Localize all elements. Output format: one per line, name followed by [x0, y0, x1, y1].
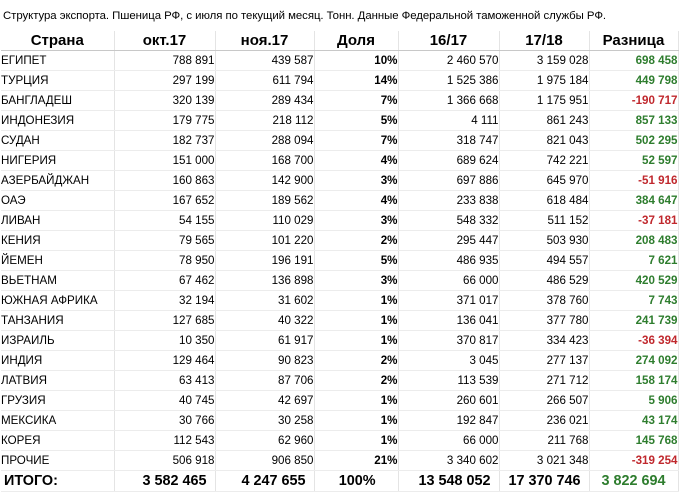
cell-1718: 271 712 — [499, 371, 589, 391]
table-row — [1, 171, 678, 191]
cell-nov17: 136 898 — [215, 271, 314, 291]
cell-1617: 260 601 — [398, 391, 499, 411]
cell-1617: 486 935 — [398, 251, 499, 271]
cell-1718: 486 529 — [499, 271, 589, 291]
cell-1617: 370 817 — [398, 331, 499, 351]
table-row — [1, 51, 678, 71]
cell-diff: 158 174 — [589, 371, 678, 391]
table-row — [1, 431, 678, 451]
cell-nov17: 87 706 — [215, 371, 314, 391]
table-row — [1, 71, 678, 91]
cell-nov17: 62 960 — [215, 431, 314, 451]
cell-oct17: 127 685 — [114, 311, 215, 331]
total-1718: 17 370 746 — [499, 471, 589, 492]
cell-diff: 384 647 — [589, 191, 678, 211]
cell-nov17: 110 029 — [215, 211, 314, 231]
cell-nov17: 189 562 — [215, 191, 314, 211]
cell-1718: 1 175 951 — [499, 91, 589, 111]
cell-1617: 66 000 — [398, 431, 499, 451]
cell-1617: 4 111 — [398, 111, 499, 131]
cell-1718: 503 930 — [499, 231, 589, 251]
cell-share: 5% — [314, 251, 398, 271]
table-row — [1, 251, 678, 271]
header-1617: 16/17 — [398, 31, 499, 51]
header-row — [1, 31, 678, 51]
cell-diff: 7 743 — [589, 291, 678, 311]
cell-1617: 1 366 668 — [398, 91, 499, 111]
cell-country: КЕНИЯ — [1, 231, 114, 251]
total-label: ИТОГО: — [1, 471, 114, 492]
cell-diff: 145 768 — [589, 431, 678, 451]
cell-share: 1% — [314, 331, 398, 351]
cell-diff: 502 295 — [589, 131, 678, 151]
total-diff: 3 822 694 — [589, 471, 678, 492]
cell-oct17: 54 155 — [114, 211, 215, 231]
cell-country: ИНДОНЕЗИЯ — [1, 111, 114, 131]
cell-oct17: 112 543 — [114, 431, 215, 451]
cell-country: ГРУЗИЯ — [1, 391, 114, 411]
cell-1617: 233 838 — [398, 191, 499, 211]
cell-nov17: 611 794 — [215, 71, 314, 91]
table-row — [1, 311, 678, 331]
total-1617: 13 548 052 — [398, 471, 499, 492]
cell-diff: -319 254 — [589, 451, 678, 471]
cell-diff: -37 181 — [589, 211, 678, 231]
cell-country: НИГЕРИЯ — [1, 151, 114, 171]
cell-1718: 334 423 — [499, 331, 589, 351]
cell-1617: 3 045 — [398, 351, 499, 371]
cell-1718: 378 760 — [499, 291, 589, 311]
cell-1718: 861 243 — [499, 111, 589, 131]
cell-oct17: 179 775 — [114, 111, 215, 131]
cell-share: 1% — [314, 311, 398, 331]
cell-country: ОАЭ — [1, 191, 114, 211]
table-row — [1, 91, 678, 111]
cell-share: 1% — [314, 431, 398, 451]
cell-nov17: 142 900 — [215, 171, 314, 191]
cell-1617: 697 886 — [398, 171, 499, 191]
header-oct17: окт.17 — [114, 31, 215, 51]
cell-oct17: 10 350 — [114, 331, 215, 351]
table-row — [1, 371, 678, 391]
cell-share: 4% — [314, 151, 398, 171]
cell-nov17: 90 823 — [215, 351, 314, 371]
cell-diff: 274 092 — [589, 351, 678, 371]
total-oct17: 3 582 465 — [114, 471, 215, 492]
total-share: 100% — [314, 471, 398, 492]
cell-1617: 136 041 — [398, 311, 499, 331]
cell-1718: 236 021 — [499, 411, 589, 431]
cell-diff: 5 906 — [589, 391, 678, 411]
cell-share: 3% — [314, 211, 398, 231]
cell-nov17: 289 434 — [215, 91, 314, 111]
cell-oct17: 63 413 — [114, 371, 215, 391]
cell-oct17: 151 000 — [114, 151, 215, 171]
cell-1718: 742 221 — [499, 151, 589, 171]
table-row — [1, 391, 678, 411]
cell-oct17: 129 464 — [114, 351, 215, 371]
cell-diff: -51 916 — [589, 171, 678, 191]
table-row — [1, 351, 678, 371]
cell-diff: 698 458 — [589, 51, 678, 71]
table-row — [1, 131, 678, 151]
table-row — [1, 331, 678, 351]
table-title: Структура экспорта. Пшеница РФ, с июля по текущий месяц. Тонн. Данные Федеральной таможенной службы РФ. — [3, 10, 607, 22]
cell-1718: 377 780 — [499, 311, 589, 331]
cell-nov17: 288 094 — [215, 131, 314, 151]
cell-nov17: 218 112 — [215, 111, 314, 131]
cell-share: 7% — [314, 91, 398, 111]
table-row — [1, 451, 678, 471]
cell-share: 1% — [314, 391, 398, 411]
cell-share: 5% — [314, 111, 398, 131]
table-row — [1, 291, 678, 311]
cell-country: ВЬЕТНАМ — [1, 271, 114, 291]
cell-nov17: 101 220 — [215, 231, 314, 251]
cell-oct17: 40 745 — [114, 391, 215, 411]
cell-oct17: 788 891 — [114, 51, 215, 71]
cell-share: 2% — [314, 231, 398, 251]
cell-share: 1% — [314, 291, 398, 311]
cell-1617: 113 539 — [398, 371, 499, 391]
cell-oct17: 30 766 — [114, 411, 215, 431]
cell-nov17: 196 191 — [215, 251, 314, 271]
cell-1718: 821 043 — [499, 131, 589, 151]
cell-1617: 318 747 — [398, 131, 499, 151]
cell-share: 2% — [314, 351, 398, 371]
cell-share: 10% — [314, 51, 398, 71]
header-country: Страна — [1, 31, 114, 51]
cell-diff: 7 621 — [589, 251, 678, 271]
cell-1617: 192 847 — [398, 411, 499, 431]
cell-country: КОРЕЯ — [1, 431, 114, 451]
cell-country: ПРОЧИЕ — [1, 451, 114, 471]
cell-country: ЕГИПЕТ — [1, 51, 114, 71]
cell-nov17: 61 917 — [215, 331, 314, 351]
cell-oct17: 160 863 — [114, 171, 215, 191]
table-row — [1, 211, 678, 231]
cell-country: БАНГЛАДЕШ — [1, 91, 114, 111]
header-nov17: ноя.17 — [215, 31, 314, 51]
cell-1718: 1 975 184 — [499, 71, 589, 91]
cell-1617: 548 332 — [398, 211, 499, 231]
cell-diff: 43 174 — [589, 411, 678, 431]
cell-1617: 295 447 — [398, 231, 499, 251]
cell-nov17: 31 602 — [215, 291, 314, 311]
cell-diff: 241 739 — [589, 311, 678, 331]
cell-1718: 277 137 — [499, 351, 589, 371]
total-row — [1, 471, 678, 492]
table-row — [1, 411, 678, 431]
cell-diff: 449 798 — [589, 71, 678, 91]
cell-oct17: 79 565 — [114, 231, 215, 251]
cell-nov17: 168 700 — [215, 151, 314, 171]
cell-nov17: 439 587 — [215, 51, 314, 71]
export-table — [1, 31, 679, 492]
cell-oct17: 67 462 — [114, 271, 215, 291]
cell-country: ЮЖНАЯ АФРИКА — [1, 291, 114, 311]
cell-diff: 208 483 — [589, 231, 678, 251]
cell-1718: 3 021 348 — [499, 451, 589, 471]
cell-1617: 3 340 602 — [398, 451, 499, 471]
cell-share: 7% — [314, 131, 398, 151]
cell-oct17: 320 139 — [114, 91, 215, 111]
cell-1718: 3 159 028 — [499, 51, 589, 71]
cell-country: ТАНЗАНИЯ — [1, 311, 114, 331]
cell-nov17: 906 850 — [215, 451, 314, 471]
cell-country: ЙЕМЕН — [1, 251, 114, 271]
table-row — [1, 231, 678, 251]
cell-share: 3% — [314, 271, 398, 291]
cell-diff: 857 133 — [589, 111, 678, 131]
header-share: Доля — [314, 31, 398, 51]
cell-oct17: 167 652 — [114, 191, 215, 211]
cell-1718: 645 970 — [499, 171, 589, 191]
cell-1718: 211 768 — [499, 431, 589, 451]
cell-country: ИЗРАИЛЬ — [1, 331, 114, 351]
cell-1718: 511 152 — [499, 211, 589, 231]
total-nov17: 4 247 655 — [215, 471, 314, 492]
cell-1617: 1 525 386 — [398, 71, 499, 91]
cell-oct17: 297 199 — [114, 71, 215, 91]
cell-country: АЗЕРБАЙДЖАН — [1, 171, 114, 191]
cell-oct17: 78 950 — [114, 251, 215, 271]
cell-diff: 420 529 — [589, 271, 678, 291]
cell-share: 21% — [314, 451, 398, 471]
header-diff: Разница — [589, 31, 678, 51]
cell-share: 4% — [314, 191, 398, 211]
table-row — [1, 271, 678, 291]
cell-oct17: 182 737 — [114, 131, 215, 151]
cell-1718: 618 484 — [499, 191, 589, 211]
cell-nov17: 42 697 — [215, 391, 314, 411]
table-row — [1, 151, 678, 171]
cell-diff: -190 717 — [589, 91, 678, 111]
cell-share: 2% — [314, 371, 398, 391]
header-1718: 17/18 — [499, 31, 589, 51]
cell-diff: 52 597 — [589, 151, 678, 171]
cell-country: СУДАН — [1, 131, 114, 151]
cell-1617: 66 000 — [398, 271, 499, 291]
cell-1617: 689 624 — [398, 151, 499, 171]
cell-oct17: 32 194 — [114, 291, 215, 311]
cell-diff: -36 394 — [589, 331, 678, 351]
cell-nov17: 30 258 — [215, 411, 314, 431]
table-row — [1, 191, 678, 211]
cell-1718: 266 507 — [499, 391, 589, 411]
cell-nov17: 40 322 — [215, 311, 314, 331]
cell-oct17: 506 918 — [114, 451, 215, 471]
cell-1617: 371 017 — [398, 291, 499, 311]
cell-1718: 494 557 — [499, 251, 589, 271]
table-row — [1, 111, 678, 131]
table-body — [1, 51, 678, 492]
cell-country: ЛАТВИЯ — [1, 371, 114, 391]
cell-country: ТУРЦИЯ — [1, 71, 114, 91]
cell-share: 3% — [314, 171, 398, 191]
cell-1617: 2 460 570 — [398, 51, 499, 71]
cell-country: МЕКСИКА — [1, 411, 114, 431]
cell-country: ЛИВАН — [1, 211, 114, 231]
cell-country: ИНДИЯ — [1, 351, 114, 371]
cell-share: 14% — [314, 71, 398, 91]
cell-share: 1% — [314, 411, 398, 431]
